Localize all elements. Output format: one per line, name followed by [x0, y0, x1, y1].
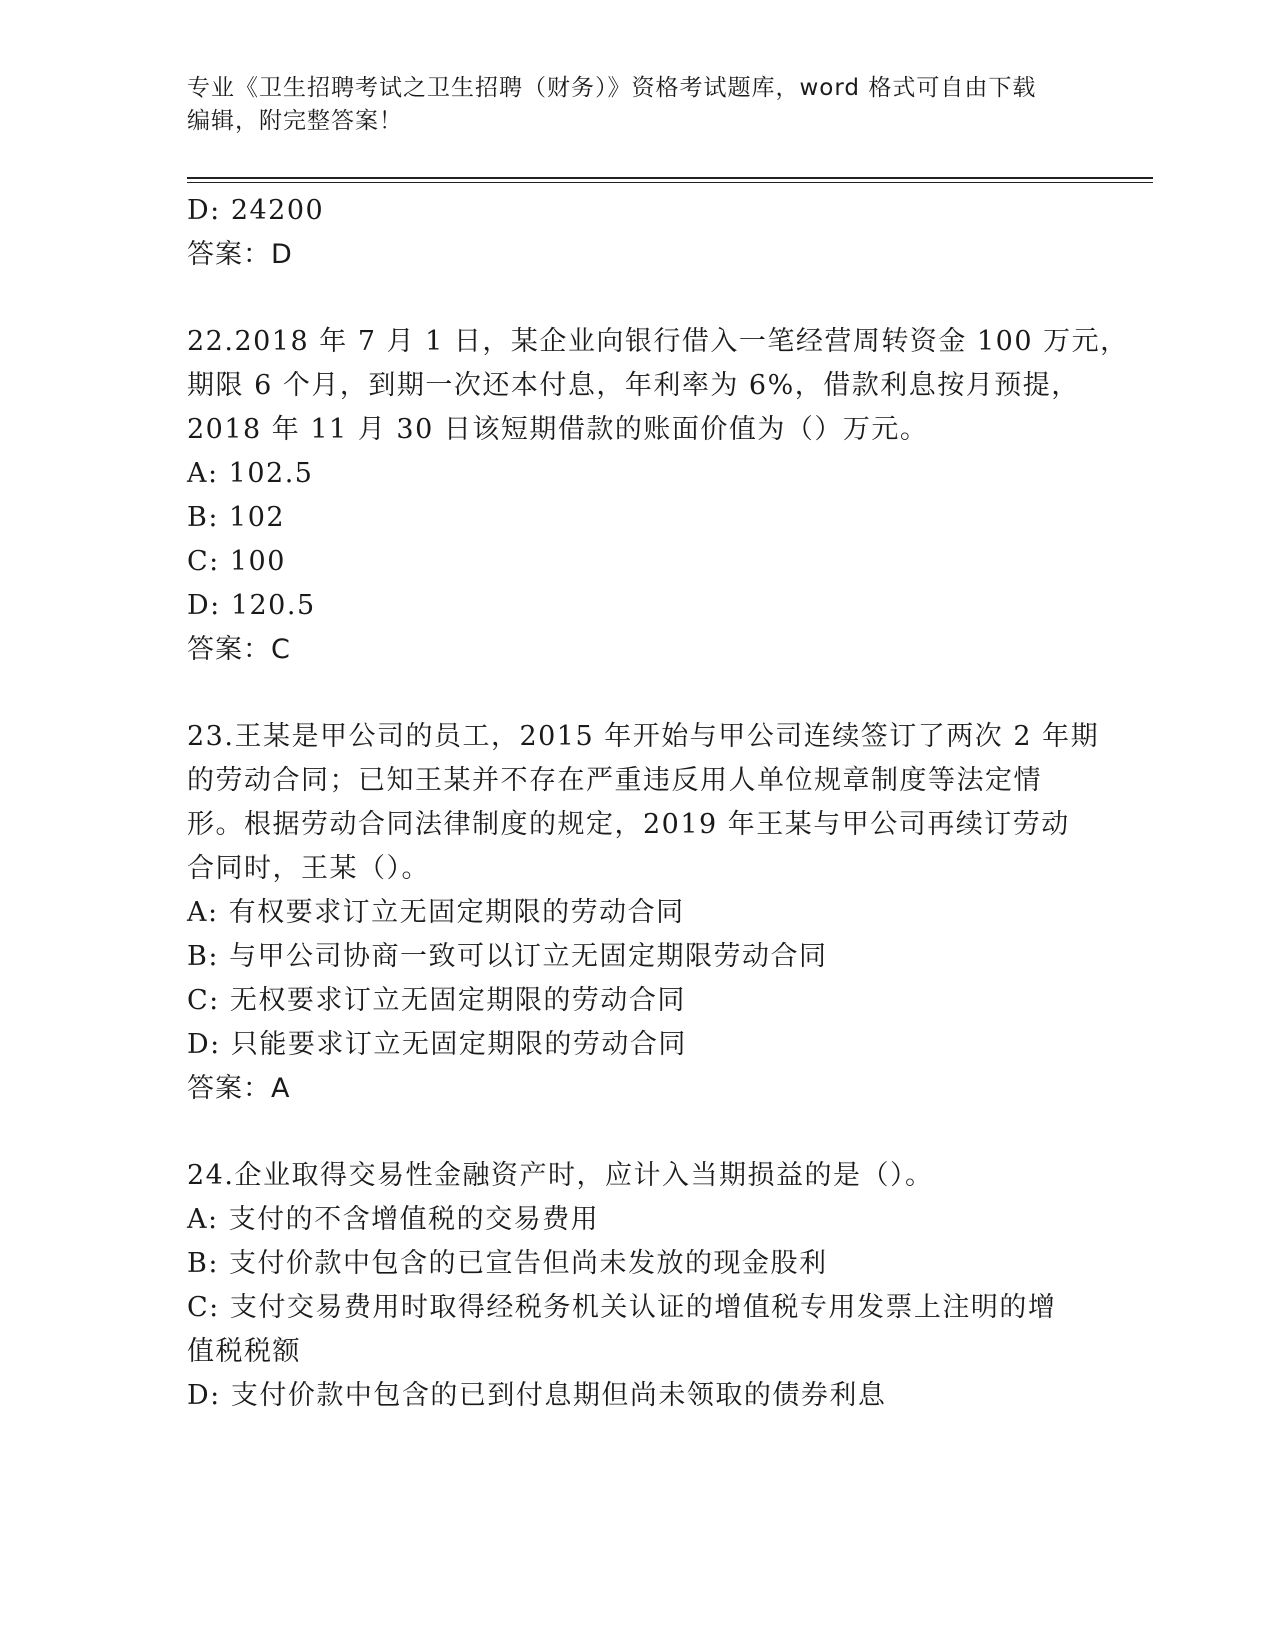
q22-option-d: D: 120.5: [187, 590, 316, 621]
q24-option-c-continued: 值税税额: [187, 1336, 301, 1367]
header-line-1: 专业《卫生招聘考试之卫生招聘（财务）》资格考试题库，word 格式可自由下载: [187, 75, 1037, 101]
q23-option-c: C: 无权要求订立无固定期限的劳动合同: [187, 985, 686, 1016]
q22-answer: 答案：C: [187, 634, 291, 665]
document-header: [187, 72, 1067, 138]
q23-stem-line-1: 23.王某是甲公司的员工，2015 年开始与甲公司连续签订了两次 2 年期: [187, 721, 1100, 752]
q23-stem-line-3: 形。根据劳动合同法律制度的规定，2019 年王某与甲公司再续订劳动: [187, 809, 1070, 840]
q24-option-d: D: 支付价款中包含的已到付息期但尚未领取的债券利息: [187, 1380, 887, 1411]
prev-answer: 答案：D: [187, 239, 293, 270]
q24-option-c: C: 支付交易费用时取得经税务机关认证的增值税专用发票上注明的增: [187, 1292, 1057, 1323]
q23-option-b: B: 与甲公司协商一致可以订立无固定期限劳动合同: [187, 941, 828, 972]
q22-option-a: A: 102.5: [187, 458, 314, 489]
q24-option-a: A: 支付的不含增值税的交易费用: [187, 1204, 600, 1235]
q22-stem-line-2: 期限 6 个月，到期一次还本付息，年利率为 6%，借款利息按月预提，: [187, 370, 1080, 401]
header-divider-thick: [187, 177, 1153, 179]
header-line-2: 编辑，附完整答案！: [187, 108, 403, 134]
q24-stem-line-1: 24.企业取得交易性金融资产时，应计入当期损益的是（）。: [187, 1160, 934, 1191]
q22-stem-line-1: 22.2018 年 7 月 1 日，某企业向银行借入一笔经营周转资金 100 万元，: [187, 326, 1129, 357]
q23-answer: 答案：A: [187, 1073, 291, 1104]
q22-option-c: C: 100: [187, 546, 286, 577]
header-divider-thin: [187, 182, 1153, 183]
q22-stem-line-3: 2018 年 11 月 30 日该短期借款的账面价值为（）万元。: [187, 414, 929, 445]
q24-option-b: B: 支付价款中包含的已宣告但尚未发放的现金股利: [187, 1248, 828, 1279]
q23-stem-line-4: 合同时，王某（）。: [187, 853, 430, 884]
prev-option-d: D: 24200: [187, 195, 325, 226]
q23-option-a: A: 有权要求订立无固定期限的劳动合同: [187, 897, 685, 928]
q22-option-b: B: 102: [187, 502, 286, 533]
q23-stem-line-2: 的劳动合同；已知王某并不存在严重违反用人单位规章制度等法定情: [187, 765, 1042, 796]
q23-option-d: D: 只能要求订立无固定期限的劳动合同: [187, 1029, 687, 1060]
